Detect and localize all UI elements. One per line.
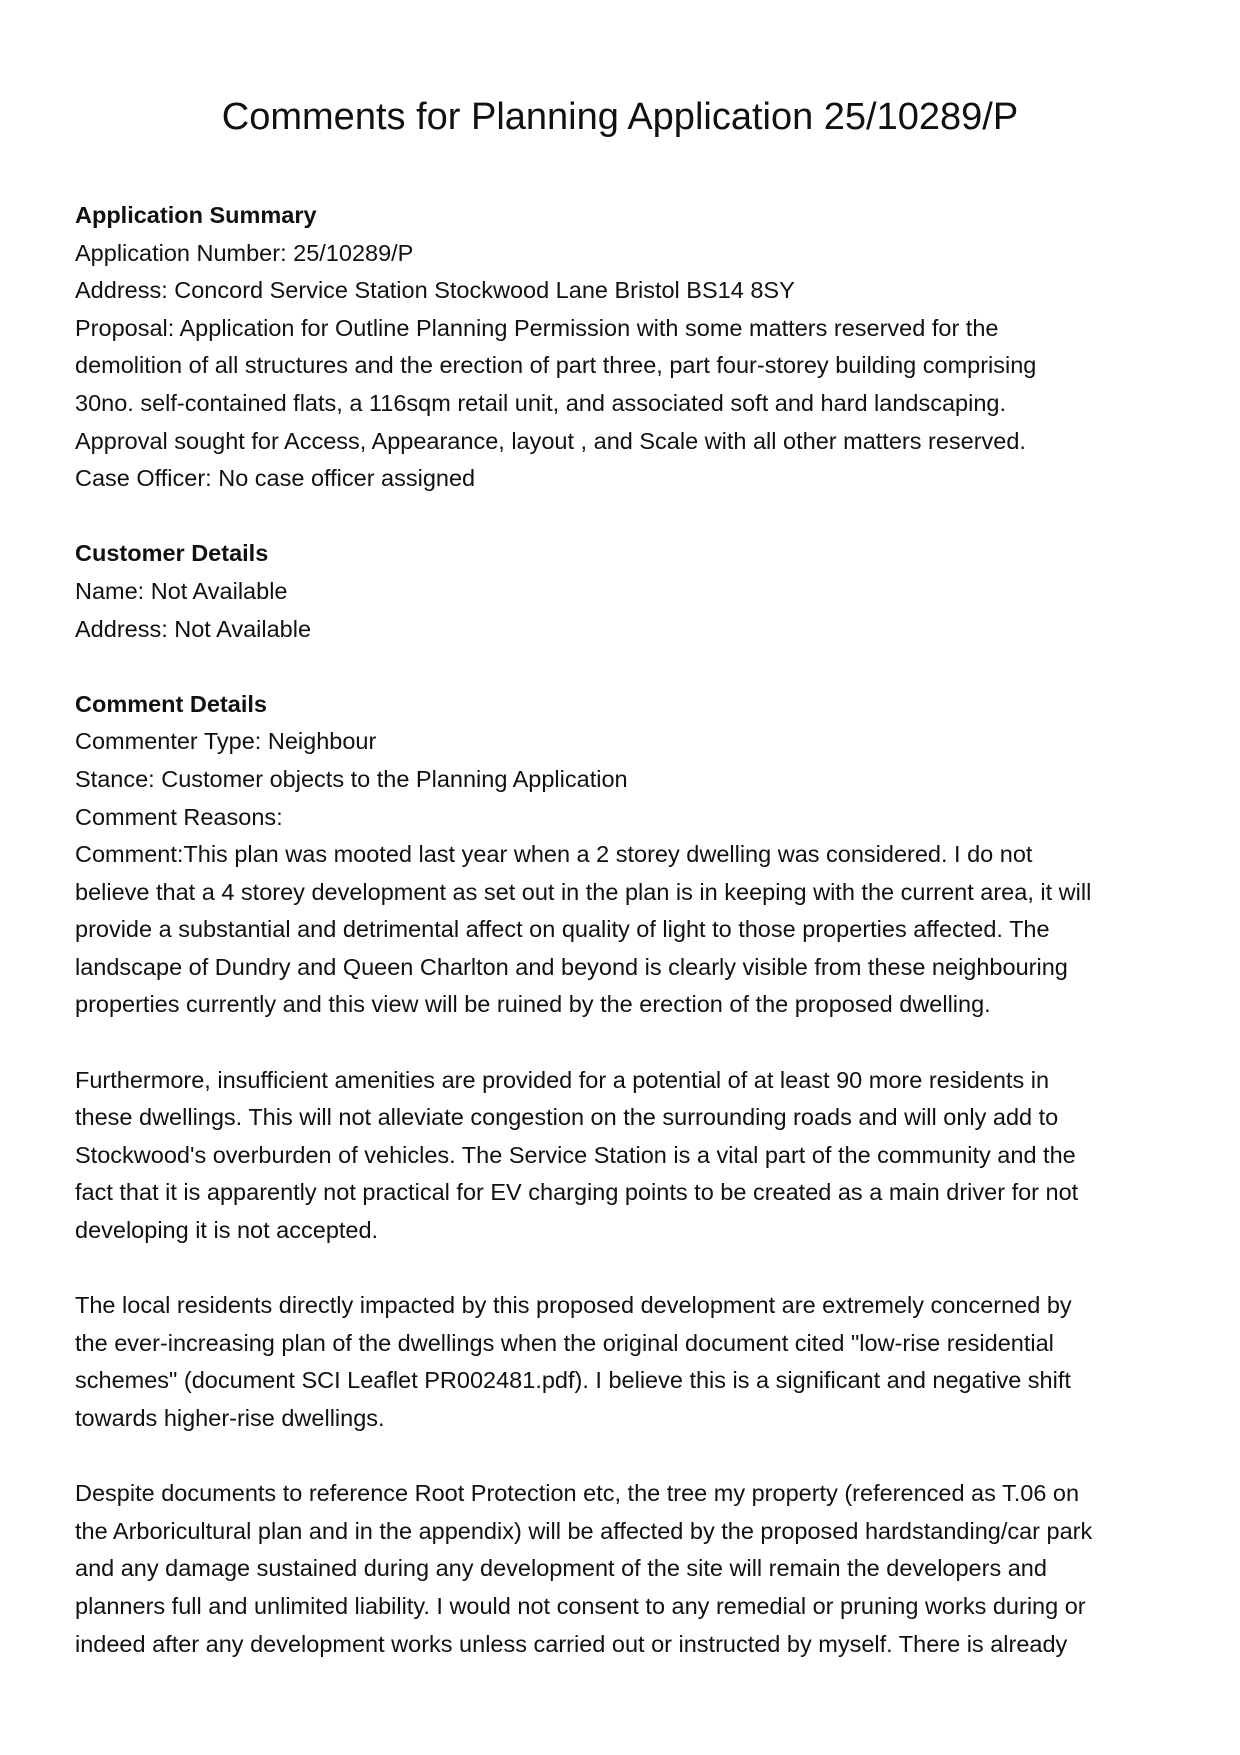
spacer [75,1438,1175,1476]
comment-line: Stockwood's overburden of vehicles. The Service Station is a vital part of the community and the [75,1141,1076,1168]
stance: Stance: Customer objects to the Planning Application [75,765,628,792]
spacer [75,648,1175,686]
page-title: Comments for Planning Application 25/10289/P [221,96,1019,138]
proposal-line: demolition of all structures and the erection of part three, part four-storey building comprising [75,352,1037,379]
comment-line: fact that it is apparently not practical for EV charging points to be created as a main driver for not [75,1179,1079,1206]
section-heading: Application Summary [75,202,317,228]
comment-line: Comment:This plan was mooted last year when a 2 storey dwelling was considered. I do not [75,841,1033,868]
proposal-line: Approval sought for Access, Appearance, layout , and Scale with all other matters reserved. [75,427,1026,454]
customer-details-section [75,535,1175,648]
comment-paragraph [75,1287,1175,1437]
spacer [75,1024,1175,1062]
comment-reasons: Comment Reasons: [75,803,283,830]
application-summary-section [75,197,1175,498]
comment-details-section [75,686,1175,1663]
application-number: Application Number: 25/10289/P [75,239,414,266]
customer-name: Name: Not Available [75,577,288,604]
comment-line: schemes" (document SCI Leaflet PR002481.pdf). I believe this is a significant and negative shift [75,1367,1071,1394]
comment-paragraph [75,1475,1175,1663]
section-heading: Comment Details [75,690,267,717]
comment-line: believe that a 4 storey development as set out in the plan is in keeping with the current area, it will [75,878,1092,905]
comment-line: landscape of Dundry and Queen Charlton and beyond is clearly visible from these neighbouring [75,953,1068,980]
comment-line: these dwellings. This will not alleviate congestion on the surrounding roads and will only add to [75,1104,1059,1131]
section-heading: Customer Details [75,540,269,567]
proposal-line: Proposal: Application for Outline Planning Permission with some matters reserved for the [75,314,999,341]
comment-line: and any damage sustained during any development of the site will remain the developers and [75,1555,1047,1582]
customer-address: Address: Not Available [75,615,312,642]
comment-line: indeed after any development works unless carried out or instructed by myself. There is already [75,1630,1068,1657]
comment-line: towards higher-rise dwellings. [75,1405,385,1431]
comment-line: provide a substantial and detrimental affect on quality of light to those properties affected. The [75,916,1050,943]
comment-line: Despite documents to reference Root Protection etc, the tree my property (referenced as T.06 on [75,1480,1080,1507]
comment-line: Furthermore, insufficient amenities are provided for a potential of at least 90 more residents in [75,1066,1050,1093]
comment-line: the Arboricultural plan and in the appendix) will be affected by the proposed hardstanding/car park [75,1517,1093,1544]
document-body [75,197,1175,1663]
comment-line: properties currently and this view will be ruined by the erection of the proposed dwelling. [75,991,991,1018]
spacer [75,498,1175,536]
proposal-line: 30no. self-contained flats, a 116sqm retail unit, and associated soft and hard landscaping. [75,389,1007,416]
comment-paragraph [75,1062,1175,1250]
comment-line: planners full and unlimited liability. I would not consent to any remedial or pruning works during or [75,1592,1086,1619]
comment-line: the ever-increasing plan of the dwellings when the original document cited "low-rise residential [75,1329,1054,1356]
comment-line: The local residents directly impacted by this proposed development are extremely concerned by [75,1292,1072,1319]
commenter-type: Commenter Type: Neighbour [75,728,377,755]
case-officer: Case Officer: No case officer assigned [75,465,476,492]
comment-line: developing it is not accepted. [75,1217,379,1244]
spacer [75,1250,1175,1288]
comment-paragraph [75,836,1175,1024]
application-address: Address: Concord Service Station Stockwood Lane Bristol BS14 8SY [75,277,795,304]
